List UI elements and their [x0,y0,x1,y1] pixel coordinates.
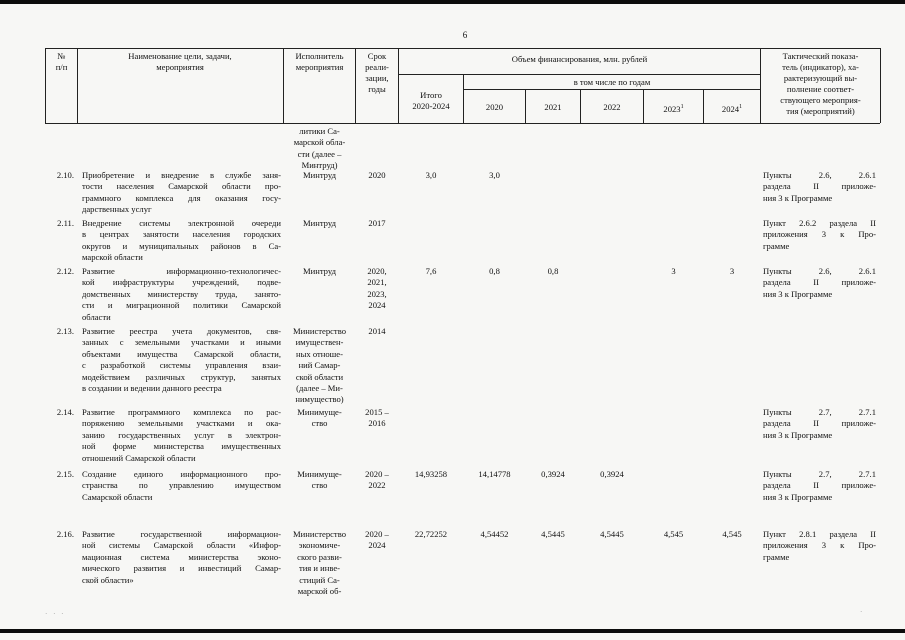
cell-year-2020: 14,14778 [478,469,511,479]
cell-year-2023: 3 [671,266,676,276]
cell-term: 2017 [368,218,386,228]
cell-num: 2.15. [56,469,74,479]
cell-name: Развитие государственной информацион- ной системы Самарской области «Инфор- мационная система министерства эконо- мического развития и инвестиций Самар- ской области» [82,529,281,585]
page-number: 6 [462,30,468,40]
years-subheader-line [463,89,760,90]
volume-subheader-line [398,74,760,75]
cell-executor: Минтруд [302,266,336,276]
cell-name: Внедрение системы электронной очереди в центрах занятости населения городских округов и муниципальных районов в Са- марской области [82,218,281,263]
cell-total: 22,72252 [414,529,448,539]
divider-volume-indicator [760,48,761,123]
cell-num: 2.13. [56,326,74,336]
header-volume: Объем финансирования, млн. рублей [511,54,648,64]
header-num: № п/п [55,51,68,72]
carry-over-executor: литики Са- марской обла- сти (далее – Минтруд) [293,126,346,171]
cell-term: 2014 [368,326,386,336]
header-year-2023-footnote: 1 [680,104,684,110]
cell-year-2022: 4,5445 [600,529,624,539]
top-border-rule [0,0,905,4]
cell-name: Развитие программного комплекса по рас- поряжению земельными участками и ока- занию государственных услуг в электрон- ной форме министерства имущественных отношений Самарской области [82,407,281,463]
cell-year-2024: 4,545 [722,529,742,539]
cell-year-2020: 3,0 [489,170,500,180]
cell-term: 2020 [368,170,386,180]
header-by-years: в том числе по годам [573,77,651,87]
cell-indicator: Пункты 2.7, 2.7.1 раздела II приложе- ния 3 к Программе [763,469,876,502]
cell-num: 2.11. [57,218,74,228]
cell-indicator: Пункт 2.8.1 раздела II приложения 3 к Про- грамме [763,529,876,562]
header-indicator: Тактический показа- тель (индикатор), ха- рактеризующий вы- полнение соответ- ствующего мероприя- тия (мероприятий) [780,51,861,116]
header-executor: Исполнитель мероприятия [295,51,344,72]
cell-term: 2015 – 2016 [365,407,389,429]
cell-executor: Минтруд [302,170,336,180]
header-name: Наименование цели, задачи, мероприятия [128,51,232,72]
header-bottom-line [45,123,880,124]
cell-term: 2020 – 2024 [365,529,389,551]
header-top-line [45,48,880,49]
scan-specks: · · · [45,610,66,618]
cell-indicator: Пункты 2.6, 2.6.1 раздела II приложе- ния 3 к Программе [763,266,876,299]
cell-num: 2.12. [56,266,74,276]
cell-indicator: Пункт 2.6.2 раздела II приложения 3 к Про- грамме [763,218,876,251]
cell-executor: Минимуще- ство [297,407,342,429]
cell-indicator: Пункты 2.7, 2.7.1 раздела II приложе- ния 3 к Программе [763,407,876,440]
divider-num-name [77,48,78,123]
cell-executor: Министерство имуществен- ных отноше- ний Самар- ской области (далее – Ми- нимущество) [293,326,346,405]
header-year-2023-label: 2023 [663,103,681,114]
cell-total: 7,6 [425,266,437,276]
cell-total: 14,93258 [414,469,448,479]
header-total: Итого 2020-2024 [412,90,450,111]
cell-total: 3,0 [425,170,437,180]
scan-speck: · [860,608,863,616]
header-year-2021: 2021 [544,102,562,112]
cell-executor: Минимуще- ство [297,469,342,491]
cell-name: Развитие информационно-технологичес- кой инфраструктуры учреждений, подве- домственных министерству труда, занято- сти и миграционной политики Самарской области [82,266,281,322]
cell-year-2021: 0,8 [547,266,559,276]
cell-num: 2.14. [56,407,74,417]
header-term: Срок реали- зации, годы [365,51,389,94]
bottom-border-rule [0,629,905,633]
cell-year-2020: 4,54452 [480,529,509,539]
header-year-2020: 2020 [485,102,504,112]
cell-num: 2.16. [56,529,74,539]
header-year-2024 [704,102,760,115]
cell-indicator: Пункты 2.6, 2.6.1 раздела II приложе- ния 3 к Программе [763,170,876,203]
cell-year-2021: 0,3924 [541,469,565,479]
cell-term: 2020, 2021, 2023, 2024 [367,266,387,311]
header-year-2022: 2022 [603,102,621,112]
cell-term: 2020 – 2022 [365,469,389,491]
header-year-2023 [644,102,703,115]
table-right-border [880,48,881,123]
cell-year-2023: 4,545 [663,529,684,539]
cell-name: Приобретение и внедрение в службе заня- тости населения Самарской области про- граммного комплекса для оказания госу- дарственных услуг [82,170,281,215]
cell-year-2020: 0,8 [489,266,500,276]
cell-year-2024: 3 [729,266,735,276]
cell-name: Развитие реестра учета документов, свя- занных с земельными участками и иными объектами имущества Самарской области, с разработкой системы управления взаи- модействием различных структур, занятых в создании и ведении данного реестра [82,326,281,394]
cell-year-2021: 4,5445 [541,529,565,539]
header-year-2024-label: 2024 [721,103,740,114]
header-year-2024-footnote: 1 [739,104,743,110]
cell-year-2022: 0,3924 [600,469,624,479]
cell-name: Создание единого информационного про- странства по управлению имуществом Самарской области [82,469,281,502]
cell-num: 2.10. [56,170,74,180]
cell-executor: Министерство экономиче- ского разви- тия и инве- стиций Са- марской об- [293,529,346,597]
cell-executor: Минтруд [302,218,336,228]
